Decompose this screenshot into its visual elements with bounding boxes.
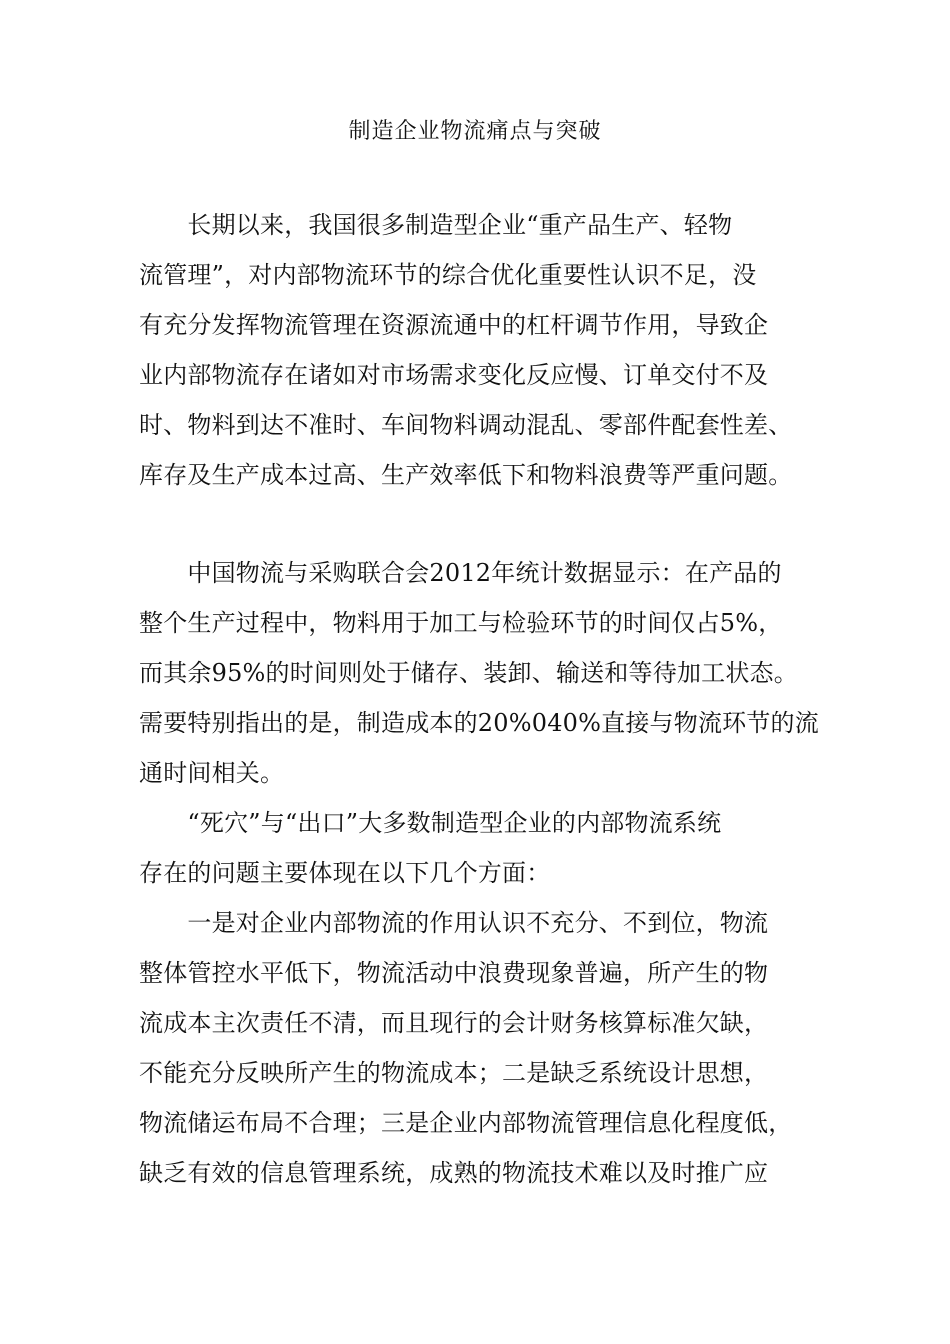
- paragraph-line: 有充分发挥物流管理在资源流通中的杠杆调节作用，导致企: [139, 311, 769, 339]
- paragraph-line: 时、物料到达不准时、车间物料调动混乱、零部件配套性差、: [139, 411, 793, 439]
- paragraph-line: 整个生产过程中，物料用于加工与检验环节的时间仅占5%，: [139, 609, 783, 637]
- paragraph-line: 流管理”，对内部物流环节的综合优化重要性认识不足，没: [139, 261, 757, 289]
- paragraph-line: 一是对企业内部物流的作用认识不充分、不到位，物流: [139, 909, 769, 937]
- paragraph-line: 存在的问题主要体现在以下几个方面：: [139, 859, 551, 887]
- paragraph-line: 库存及生产成本过高、生产效率低下和物料浪费等严重问题。: [139, 461, 793, 489]
- paragraph-line: 缺乏有效的信息管理系统，成熟的物流技术难以及时推广应: [139, 1159, 769, 1187]
- paragraph-line: 长期以来，我国很多制造型企业“重产品生产、轻物: [139, 211, 733, 239]
- paragraph-line: 流成本主次责任不清，而且现行的会计财务核算标准欠缺，: [139, 1009, 769, 1037]
- paragraph-line: 业内部物流存在诸如对市场需求变化反应慢、订单交付不及: [139, 361, 769, 389]
- paragraph-line: “死穴”与“出口”大多数制造型企业的内部物流系统: [139, 809, 722, 837]
- paragraph-line: 通时间相关。: [139, 759, 285, 787]
- paragraph-line: 需要特别指出的是，制造成本的20%040%直接与物流环节的流: [139, 709, 819, 737]
- document-title: 制造企业物流痛点与突破: [348, 119, 602, 144]
- paragraph-line: 物流储运布局不合理；三是企业内部物流管理信息化程度低，: [139, 1109, 793, 1137]
- paragraph-line: 不能充分反映所产生的物流成本；二是缺乏系统设计思想，: [139, 1059, 769, 1087]
- paragraph-line: 中国物流与采购联合会2012年统计数据显示：在产品的: [139, 559, 782, 587]
- paragraph-line: 整体管控水平低下，物流活动中浪费现象普遍，所产生的物: [139, 959, 769, 987]
- paragraph-line: 而其余95%的时间则处于储存、装卸、输送和等待加工状态。: [139, 659, 798, 687]
